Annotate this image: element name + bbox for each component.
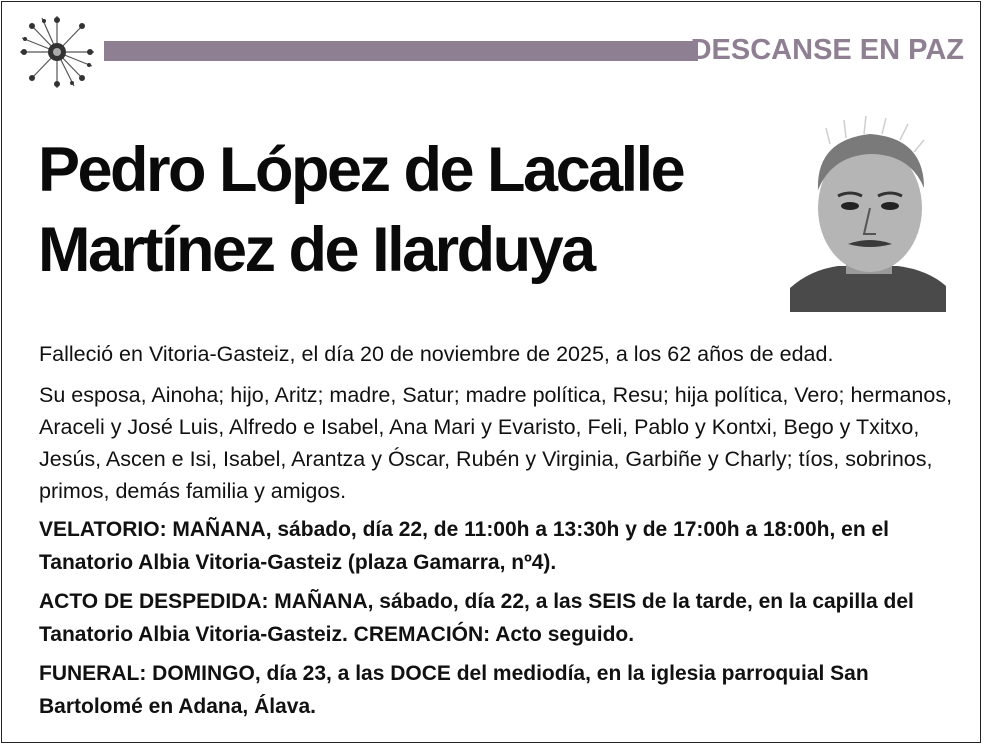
portrait-photo — [790, 110, 946, 312]
death-notice: Falleció en Vitoria-Gasteiz, el día 20 de noviembre de 2025, a los 62 años de edad. — [39, 342, 834, 366]
velatorio-info: VELATORIO: MAÑANA, sábado, día 22, de 11:00h a 13:30h y de 17:00h a 18:00h, en el Tanatorio Albia Vitoria-Gasteiz (plaza Gamarra, nº4). — [39, 518, 890, 574]
header-title: DESCANSE EN PAZ — [690, 34, 964, 66]
family-list: Su esposa, Ainoha; hijo, Aritz; madre, Satur; madre política, Resu; hija política, Vero; hermanos, Araceli y José Luis, Alfredo e Isabel, Ana Mari y Evaristo, Feli, Pablo y Kontxi, Bego y Txitxo, Jesús, Ascen e Isi, Isabel, Arantza y Óscar, Rubén y Virginia, Garbiñe y Charly; tíos, sobrinos, primos, demás familia y amigos. — [39, 383, 953, 503]
obituary-card — [1, 1, 981, 743]
flower-ornament-icon — [14, 12, 100, 92]
name-line-2: Martínez de Ilarduya — [38, 215, 594, 285]
deceased-name — [38, 130, 798, 290]
funeral-info: FUNERAL: DOMINGO, día 23, a las DOCE del mediodía, en la iglesia parroquial San Bartolomé en Adana, Álava. — [39, 662, 869, 718]
name-line-1: Pedro López de Lacalle — [38, 135, 684, 205]
despedida-info: ACTO DE DESPEDIDA: MAÑANA, sábado, día 22, a las SEIS de la tarde, en la capilla del Tanatorio Albia Vitoria-Gasteiz. CREMACIÓN: Acto seguido. — [39, 590, 914, 646]
header-bar — [104, 41, 698, 61]
obituary-text — [39, 338, 959, 730]
